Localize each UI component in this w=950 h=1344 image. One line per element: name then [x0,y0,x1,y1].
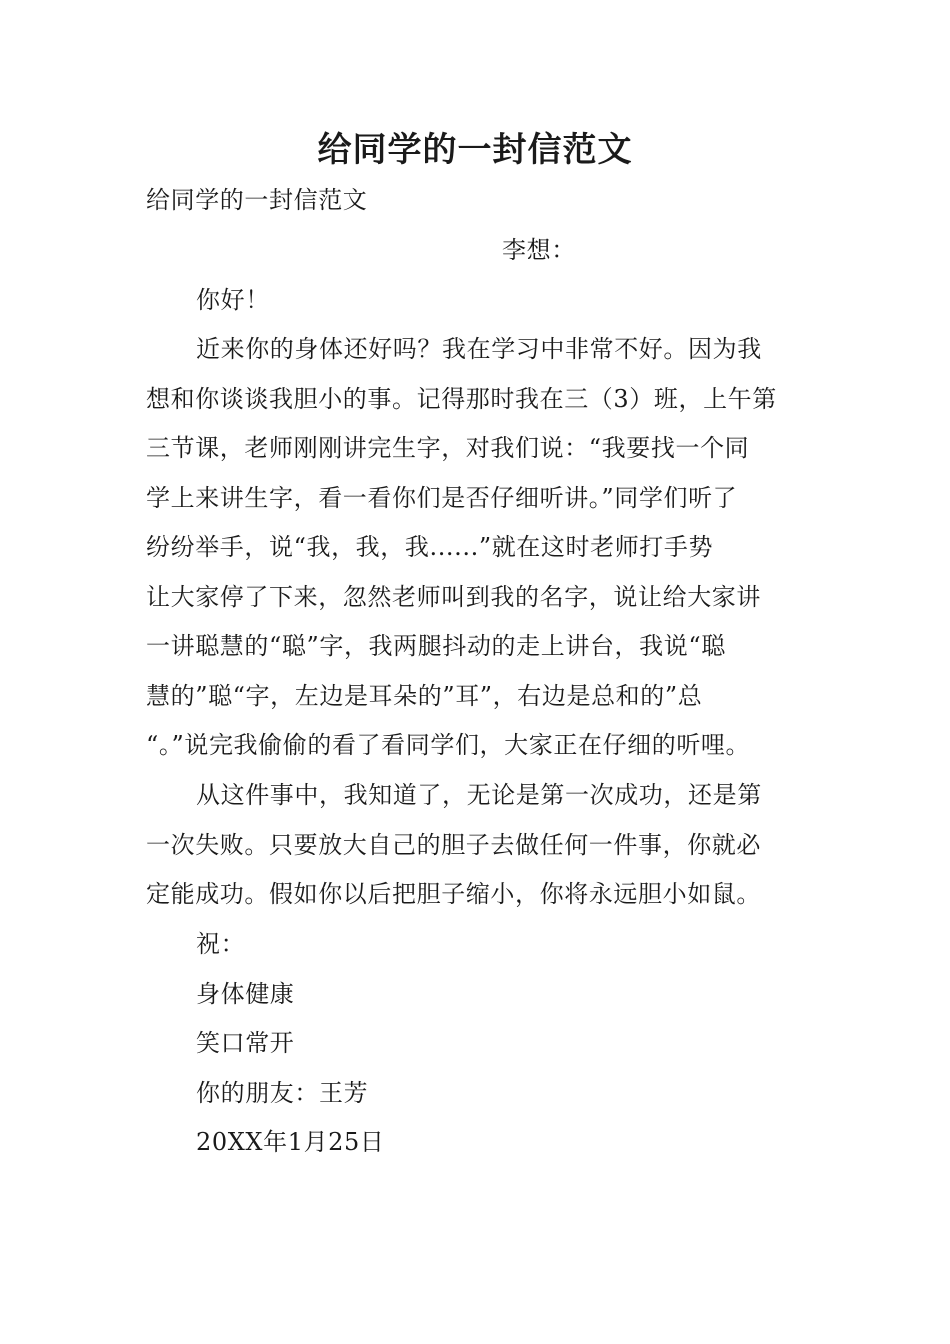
paragraph-line: 一讲聪慧的“聪”字，我两腿抖动的走上讲台，我说“聪 [146,632,726,660]
paragraph-line: 一次失败。只要放大自己的胆子去做任何一件事，你就必 [146,830,761,859]
closing-line: 身体健康 [196,979,295,1008]
closing-line: 祝： [196,930,246,958]
date-line: 20XX年1月25日 [196,1128,385,1156]
document-title: 给同学的一封信范文 [317,130,633,170]
greeting-line: 你好！ [196,286,270,314]
letter-greeting [146,276,808,326]
letter-paragraph-2 [146,771,808,920]
paragraph-line: 定能成功。假如你以后把胆子缩小，你将永远胆小如鼠。 [146,880,761,908]
paragraph-line: 从这件事中，我知道了，无论是第一次成功，还是第 [196,781,762,809]
paragraph-line: 学上来讲生字，看一看你们是否仔细听讲。”同学们听了 [146,483,738,512]
paragraph-line: 三节课，老师刚刚讲完生字，对我们说：“我要找一个同 [146,434,750,462]
letter-recipient: 李想： [502,236,576,264]
letter-paragraph-1 [146,325,808,771]
paragraph-line: 慧的”聪“字，左边是耳朵的”耳”，右边是总和的”总 [146,681,703,710]
paragraph-line: 想和你谈谈我胆小的事。记得那时我在三（3）班，上午第 [146,384,777,413]
paragraph-line: 让大家停了下来，忽然老师叫到我的名字，说让给大家讲 [146,582,761,611]
paragraph-line: 近来你的身体还好吗？我在学习中非常不好。因为我 [196,335,762,363]
closing-line: 笑口常开 [196,1029,295,1057]
signature-line: 你的朋友：王芳 [196,1078,369,1107]
paragraph-line: “。”说完我偷偷的看了看同学们，大家正在仔细的听哩。 [146,731,751,759]
letter-closing [146,920,808,1168]
document-subtitle: 给同学的一封信范文 [146,186,368,214]
paragraph-line: 纷纷举手，说“我，我，我......”就在这时老师打手势 [146,533,714,561]
